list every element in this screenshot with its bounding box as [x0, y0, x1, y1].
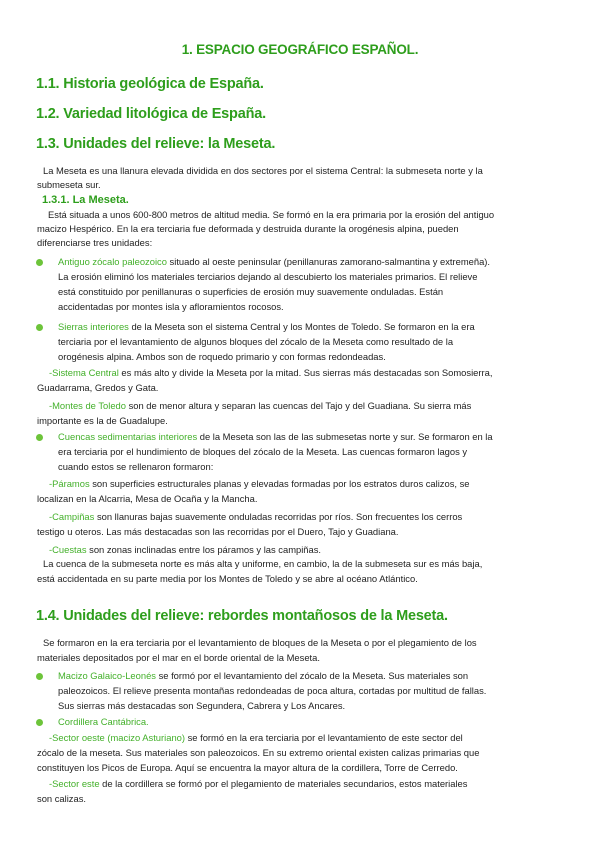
paragraph-line: macizo Hespérico. En la era terciaria fue deformada y destruida durante la orogénesis alpina, pueden — [37, 223, 459, 234]
bullet-line: era terciaria por el hundimiento de bloques del zócalo de la Meseta. Las cuencas formaron lagos y — [58, 446, 468, 457]
term-paramos: Páramos — [52, 478, 90, 489]
subitem-line — [49, 731, 463, 745]
term-campinas: Campiñas — [52, 511, 95, 522]
bullet-line: está constituido por penillanuras o superficies de erosión muy suavemente onduladas. Están — [58, 286, 444, 297]
meseta-intro-line: La Meseta es una llanura elevada dividida en dos sectores por el sistema Central: la submeseta norte y la — [43, 165, 483, 176]
subitem-line — [49, 399, 471, 413]
dash: - — [49, 778, 53, 789]
heading-1-2: 1.2. Variedad litológica de España. — [36, 106, 266, 122]
subitem-line: importante es la de Guadalupe. — [37, 415, 168, 426]
term-cuencas-sedimentarias: Cuencas sedimentarias interiores — [58, 431, 198, 442]
bullet-line: paleozoicos. El relieve presenta montañas redondeadas de poca altura, cortadas por multitud de fallas. — [58, 685, 487, 696]
dash: - — [49, 367, 53, 378]
subitem-text: son de menor altura y separan las cuencas del Tajo y del Guadiana. Su sierra más — [125, 400, 472, 411]
bullet-line: orogénesis alpina. Ambos son de roquedo primario y con formas redondeadas. — [58, 351, 386, 362]
subitem-line — [49, 477, 470, 491]
bullet-line — [58, 255, 490, 269]
bullet-line: accidentadas por montes isla y afloramientos rocosos. — [58, 301, 284, 312]
subitem-line: son calizas. — [37, 793, 86, 804]
bullet-line — [58, 715, 149, 729]
dash: - — [49, 478, 53, 489]
bullet-line — [58, 320, 475, 334]
heading-1-4: 1.4. Unidades del relieve: rebordes montañosos de la Meseta. — [36, 608, 448, 624]
bullet-text: de la Meseta son las de las submesetas norte y sur. Se formaron en la — [197, 431, 493, 442]
term-sistema-central: Sistema Central — [52, 367, 119, 378]
subitem-text: son zonas inclinadas entre los páramos y las campiñas. — [86, 544, 322, 555]
meseta-intro-line: submeseta sur. — [37, 179, 101, 190]
subitem-line — [49, 543, 321, 557]
bullet-line: Sus sierras más destacadas son Segundera, Cabrera y Los Ancares. — [58, 700, 346, 711]
term-cuestas: Cuestas — [52, 544, 87, 555]
term-antiguo-zocalo: Antiguo zócalo paleozoico — [58, 256, 167, 267]
heading-1-3-1: 1.3.1. La Meseta. — [42, 194, 129, 206]
term-cordillera-cantabrica: Cordillera Cantábrica. — [58, 716, 149, 727]
bullet-icon — [36, 434, 43, 441]
bullet-line: cuando estos se rellenaron formaron: — [58, 461, 214, 472]
bullet-text: se formó por el levantamiento del zócalo de la Meseta. Sus materiales son — [155, 670, 469, 681]
subitem-text: de la cordillera se formó por el plegamiento de materiales secundarios, estos materiales — [99, 778, 468, 789]
subitem-line — [49, 510, 462, 524]
paragraph-line: materiales depositados por el mar en el borde oriental de la Meseta. — [37, 652, 320, 663]
subitem-line: constituyen los Picos de Europa. Aquí se encuentra la mayor altura de la cordillera, Torre de Cerredo. — [37, 762, 458, 773]
dash: - — [49, 732, 53, 743]
subitem-text: se formó en la era terciaria por el levantamiento de este sector del — [185, 732, 463, 743]
term-sierras-interiores: Sierras interiores — [58, 321, 129, 332]
bullet-line: terciaria por el levantamiento de algunos bloques del zócalo de la Meseta como resultado de la — [58, 336, 454, 347]
subitem-text: es más alto y divide la Meseta por la mitad. Sus sierras más destacadas son Somosierra, — [118, 367, 493, 378]
bullet-icon — [36, 324, 43, 331]
bullet-line — [58, 430, 493, 444]
paragraph-line: está accidentada en su parte media por los Montes de Toledo y se abre al océano Atlántico. — [37, 573, 418, 584]
dash: - — [49, 400, 53, 411]
term-sector-este: Sector este — [52, 778, 100, 789]
bullet-text: situado al oeste peninsular (penillanuras zamorano-salmantina y extremeña). — [166, 256, 491, 267]
bullet-line: La erosión eliminó los materiales terciarios dejando al descubierto los materiales primarios. El relieve — [58, 271, 478, 282]
paragraph-line: La cuenca de la submeseta norte es más alta y uniforme, en cambio, la de la submeseta sur es más baja, — [43, 558, 483, 569]
term-montes-de-toledo: Montes de Toledo — [52, 400, 126, 411]
paragraph-line: diferenciarse tres unidades: — [37, 237, 153, 248]
paragraph-line: Está situada a unos 600-800 metros de altitud media. Se formó en la era primaria por la erosión del antiguo — [48, 209, 495, 220]
subitem-line — [49, 366, 492, 380]
subitem-line: localizan en la Alcarria, Mesa de Ocaña y la Mancha. — [37, 493, 258, 504]
term-sector-oeste: Sector oeste (macizo Asturiano) — [52, 732, 185, 743]
dash: - — [49, 511, 53, 522]
bullet-icon — [36, 719, 43, 726]
document-title: 1. ESPACIO GEOGRÁFICO ESPAÑOL. — [181, 42, 419, 57]
subitem-line: Guadarrama, Gredos y Gata. — [37, 382, 159, 393]
bullet-text: de la Meseta son el sistema Central y los Montes de Toledo. Se formaron en la era — [128, 321, 475, 332]
bullet-icon — [36, 259, 43, 266]
subitem-line — [49, 777, 467, 791]
heading-1-3: 1.3. Unidades del relieve: la Meseta. — [36, 136, 276, 152]
dash: - — [49, 544, 53, 555]
subitem-line: testigo u oteros. Las más destacadas son las recorridas por el Duero, Tajo y Guadiana. — [37, 526, 399, 537]
subitem-text: son superficies estructurales planas y elevadas formadas por los estratos duros calizos, se — [89, 478, 470, 489]
bullet-icon — [36, 673, 43, 680]
subitem-line: zócalo de la meseta. Sus materiales son paleozoicos. En su extremo oriental existen calizas primarias que — [37, 747, 480, 758]
bullet-line — [58, 669, 468, 683]
subitem-text: son llanuras bajas suavemente onduladas recorridas por ríos. Son frecuentes los cerros — [94, 511, 463, 522]
paragraph-line: Se formaron en la era terciaria por el levantamiento de bloques de la Meseta o por el plegamiento de los — [43, 637, 477, 648]
term-macizo-galaico-leones: Macizo Galaico-Leonés — [58, 670, 156, 681]
heading-1-1: 1.1. Historia geológica de España. — [36, 76, 264, 92]
